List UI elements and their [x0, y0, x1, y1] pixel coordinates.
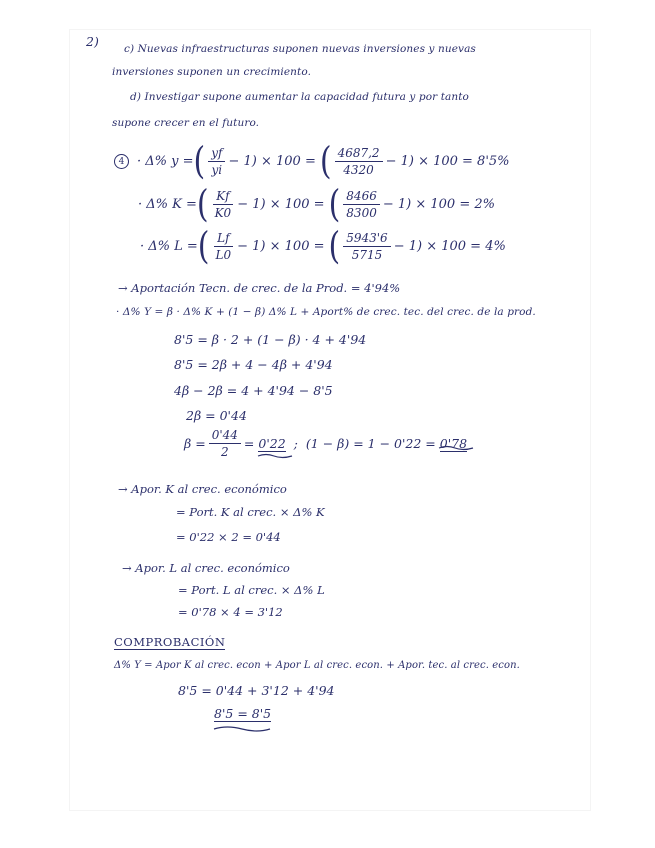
- eq-k-mid: − 1) × 100 =: [237, 197, 325, 212]
- numerator: 4687,2: [335, 146, 383, 162]
- numerator: 8466: [343, 189, 380, 205]
- denominator: K0: [214, 206, 232, 220]
- numerator: Lf: [214, 231, 232, 247]
- aport-l-line2: = 0'78 × 4 = 3'12: [178, 605, 283, 619]
- denominator: L0: [215, 248, 232, 262]
- underline-squiggle: [212, 724, 272, 734]
- underline-squiggle: [437, 444, 477, 452]
- page-number: 2): [86, 34, 99, 49]
- numerator: yf: [208, 146, 225, 162]
- equation-delta-y: [114, 139, 510, 183]
- section-marker: 4: [114, 154, 129, 169]
- intro-c-line2: inversiones suponen un crecimiento.: [112, 66, 312, 78]
- separator: ;: [293, 436, 298, 451]
- eq-k-lhs: · Δ% K =: [138, 197, 197, 212]
- fraction: [209, 428, 241, 459]
- denominator: yi: [211, 163, 223, 177]
- equation-delta-k: [138, 182, 495, 226]
- fraction: [343, 231, 390, 262]
- aport-k-line1: = Port. K al crec. × Δ% K: [176, 505, 325, 519]
- aport-k-line2: = 0'22 × 2 = 0'44: [176, 530, 281, 544]
- aport-l-line1: = Port. L al crec. × Δ% L: [178, 583, 325, 597]
- growth-formula: · Δ% Y = β · Δ% K + (1 − β) Δ% L + Aport% de crec. tec. del crec. de la prod.: [116, 306, 536, 318]
- equation-delta-l: [140, 224, 506, 268]
- fraction: [343, 189, 380, 220]
- aport-l-title: → Apor. L al crec. económico: [122, 561, 290, 575]
- beta-value: 0'22: [258, 435, 286, 451]
- denominator: 8300: [346, 206, 377, 220]
- eq-k-rhs: − 1) × 100 = 2%: [382, 197, 495, 212]
- eq-l-lhs: · Δ% L =: [140, 239, 198, 254]
- aport-k-title: → Apor. K al crec. económico: [118, 482, 287, 496]
- step-3: 4β − 2β = 4 + 4'94 − 8'5: [174, 383, 333, 398]
- fraction: [212, 189, 235, 220]
- eq-y-mid: − 1) × 100 =: [228, 154, 316, 169]
- intro-d-line1: d) Investigar supone aumentar la capacidad futura y por tanto: [130, 91, 469, 103]
- denominator: 4320: [343, 163, 374, 177]
- one-minus-beta-value: 0'78: [439, 435, 468, 451]
- step-1: 8'5 = β · 2 + (1 − β) · 4 + 4'94: [174, 332, 367, 347]
- open-paren: (: [193, 139, 206, 183]
- eq-y-lhs: · Δ% y =: [137, 154, 194, 169]
- comprobacion-title: COMPROBACIÓN: [114, 635, 226, 649]
- intro-d-line2: supone crecer en el futuro.: [112, 117, 260, 129]
- denominator: 2: [220, 445, 229, 459]
- open-paren: (: [328, 224, 341, 268]
- open-paren: (: [197, 224, 210, 268]
- comprobacion-line3: 8'5 = 8'5: [214, 706, 272, 721]
- eq-l-rhs: − 1) × 100 = 4%: [393, 239, 506, 254]
- open-paren: (: [319, 139, 332, 183]
- intro-c-line1: c) Nuevas infraestructuras suponen nuevas inversiones y nuevas: [124, 43, 476, 55]
- open-paren: (: [328, 182, 341, 226]
- beta-result: [184, 428, 467, 459]
- open-paren: (: [196, 182, 209, 226]
- numerator: Kf: [213, 189, 232, 205]
- comprobacion-line2: 8'5 = 0'44 + 3'12 + 4'94: [178, 683, 335, 698]
- step-4: 2β = 0'44: [186, 408, 247, 423]
- denominator: 5715: [351, 248, 383, 262]
- fraction: [208, 146, 225, 177]
- numerator: 0'44: [209, 428, 241, 444]
- fraction: [213, 231, 235, 262]
- numerator: 5943'6: [343, 231, 390, 247]
- beta-prefix: β =: [184, 436, 206, 451]
- beta-eq: =: [243, 436, 255, 451]
- fraction: [335, 146, 383, 177]
- eq-l-mid: − 1) × 100 =: [237, 239, 325, 254]
- step-2: 8'5 = 2β + 4 − 4β + 4'94: [174, 357, 333, 372]
- comprobacion-line1: Δ% Y = Apor K al crec. econ + Apor L al crec. econ. + Apor. tec. al crec. econ.: [114, 660, 520, 671]
- eq-y-rhs: − 1) × 100 = 8'5%: [385, 154, 510, 169]
- one-minus-beta: (1 − β) = 1 − 0'22 =: [305, 436, 436, 451]
- aportacion-tecnologica: → Aportación Tecn. de crec. de la Prod. = 4'94%: [118, 281, 401, 295]
- underline-squiggle: [256, 452, 296, 460]
